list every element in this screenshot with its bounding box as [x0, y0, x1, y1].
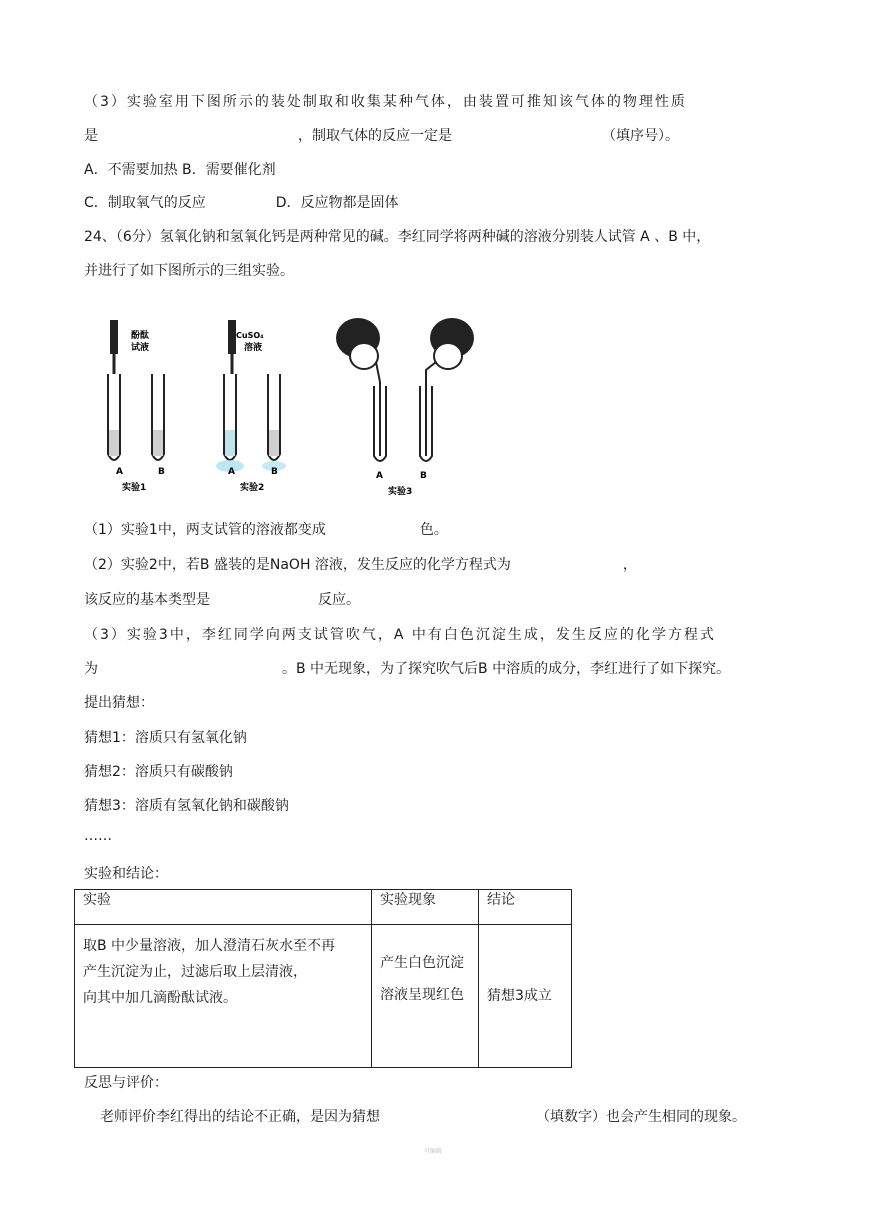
sub1-line: （1）实验1中，两支试管的溶液都变成 色。	[84, 522, 448, 538]
footer-mark: 可编辑	[424, 1148, 443, 1155]
sub3-line1: （3）实验3中，李红同学向两支试管吹气，A 中有白色沉淀生成，发生反应的化学方程式	[84, 627, 716, 643]
procedure-line-3: 向其中加几滴酚酞试液。	[83, 990, 237, 1006]
tube-label-1a: A	[116, 467, 123, 477]
sub2-line2: 该反应的基本类型是 反应。	[84, 592, 360, 608]
procedure-line-2: 产生沉淀为止，过滤后取上层清液，	[83, 964, 307, 980]
reagent-label-2b: 溶液	[244, 343, 263, 353]
tube-label-1b: B	[158, 467, 165, 477]
experiment-2-label: 实验2	[240, 483, 265, 493]
tube-label-2a: A	[228, 467, 235, 477]
phenomenon-1: 产生白色沉淀	[380, 955, 464, 971]
sub2-line1: （2）实验2中，若B 盛装的是NaOH 溶液，发生反应的化学方程式为 ，	[84, 557, 637, 573]
experiment-figure	[96, 306, 486, 502]
experiment-1-label: 实验1	[122, 483, 147, 493]
hypotheses-heading: 提出猜想：	[84, 695, 154, 711]
experiment-1-illustration	[108, 320, 165, 493]
experiment-2-illustration	[216, 320, 286, 493]
hypothesis-2: 猜想2：溶质只有碳酸钠	[84, 764, 233, 780]
header-phenomena: 实验现象	[372, 890, 479, 925]
header-conclusion: 结论	[479, 890, 572, 925]
cell-phenomena	[372, 925, 479, 1068]
blow-tube-left	[376, 362, 380, 456]
reflection-line: 老师评价李红得出的结论不正确，是因为猜想 （填数字）也会产生相同的现象。	[100, 1109, 746, 1125]
sub3-line2: 为 。B 中无现象，为了探究吹气后B 中溶质的成分，李红进行了如下探究。	[84, 661, 731, 677]
experiment-3-label: 实验3	[388, 487, 413, 497]
cell-conclusion: 猜想3成立	[479, 925, 572, 1068]
q3-options-cd: C．制取氧气的反应 D．反应物都是固体	[84, 195, 399, 211]
q3-line2: 是 ，制取气体的反应一定是 （填序号）。	[84, 128, 679, 144]
q24-line1: 24、（6分）氢氧化钠和氢氧化钙是两种常见的碱。李红同学将两种碱的溶液分别装人试管 A 、B 中，	[84, 229, 711, 245]
reagent-label-1a: 酚酞	[131, 331, 150, 341]
procedure-line-1: 取B 中少量溶液，加人澄清石灰水至不再	[83, 938, 336, 954]
table-row	[75, 925, 572, 1068]
q3-options-ab: A．不需要加热 B．需要催化剂	[84, 162, 276, 178]
q3-line1: （3）实验室用下图所示的装处制取和收集某种气体，由装置可推知该气体的物理性质	[84, 94, 687, 110]
experiment-3-illustration	[336, 318, 474, 497]
reagent-label-1b: 试液	[131, 343, 150, 353]
q24-line2: 并进行了如下图所示的三组实验。	[84, 263, 294, 279]
table-header-row	[75, 890, 572, 925]
experiment-heading: 实验和结论：	[84, 866, 168, 882]
tube-label-3b: B	[420, 471, 427, 481]
tube-label-2b: B	[271, 467, 278, 477]
reagent-label-2a: CuSO₄	[236, 331, 264, 340]
phenomenon-2: 溶液呈现红色	[380, 987, 464, 1003]
hypotheses-ellipsis: ……	[84, 828, 112, 844]
dropper-2	[228, 320, 236, 354]
tube-label-3a: A	[376, 471, 383, 481]
reflection-heading: 反思与评价：	[84, 1075, 168, 1091]
dropper-1	[110, 320, 118, 354]
experiment-table	[74, 889, 572, 1068]
cell-procedure	[75, 925, 372, 1068]
hypothesis-3: 猜想3：溶质有氢氧化钠和碳酸钠	[84, 798, 289, 814]
hypothesis-1: 猜想1：溶质只有氢氧化钠	[84, 730, 247, 746]
header-experiment: 实验	[75, 890, 372, 925]
